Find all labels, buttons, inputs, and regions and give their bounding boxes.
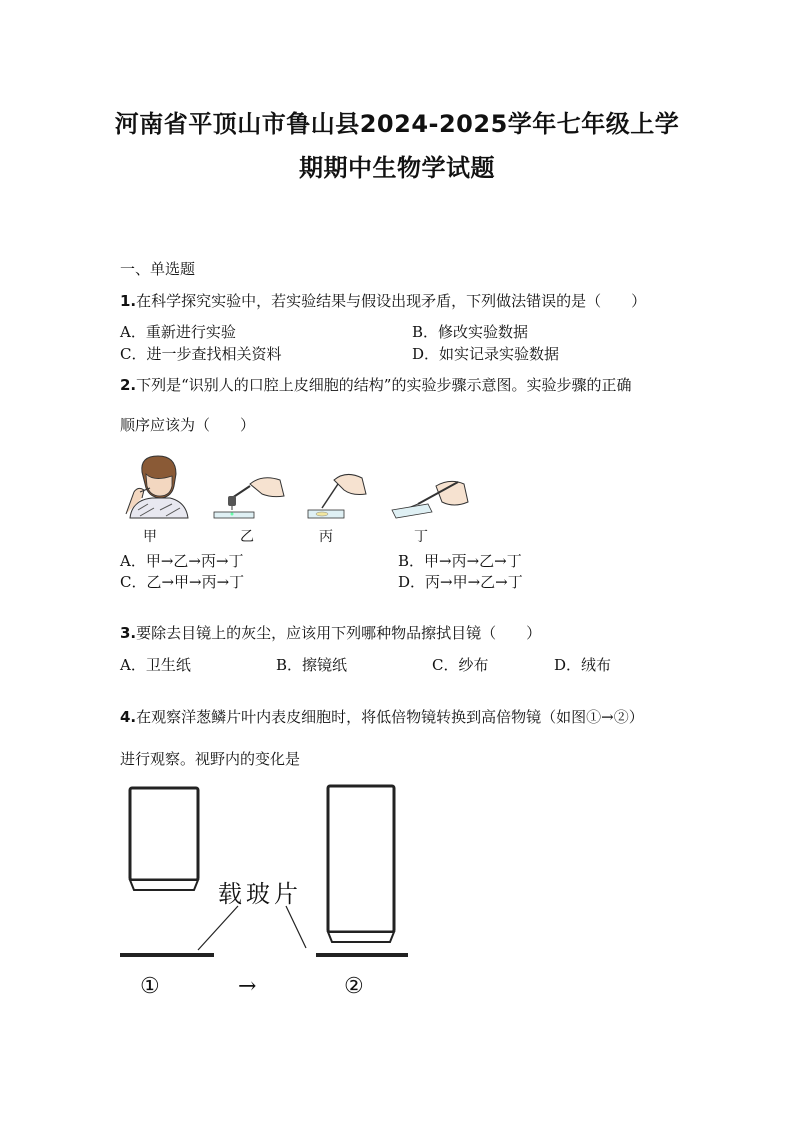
- question-4-number: 4.: [120, 708, 137, 726]
- pointer-right: [286, 906, 306, 948]
- q2-option-d: D．丙→甲→乙→丁: [398, 573, 523, 591]
- label-circle-2: ②: [344, 974, 364, 999]
- step-jia-illustration: [120, 452, 190, 518]
- pointer-left: [198, 906, 238, 950]
- exam-title-line1: 河南省平顶山市鲁山县2024-2025学年七年级上学: [114, 110, 680, 138]
- step-bing-illustration: [304, 470, 368, 522]
- q2-option-b: B．甲→丙→乙→丁: [398, 552, 522, 570]
- slide-label: 载玻片: [218, 880, 302, 908]
- q1-option-d: D．如实记录实验数据: [412, 345, 560, 363]
- question-1-number: 1.: [120, 292, 137, 310]
- q3-option-d: D．绒布: [554, 656, 612, 674]
- question-4-text-line1: 在观察洋葱鳞片叶内表皮细胞时，将低倍物镜转换到高倍物镜（如图①→②）: [136, 708, 644, 726]
- question-2-stem: [120, 374, 631, 395]
- question-2-text-line2: 顺序应该为（ ）: [120, 416, 256, 434]
- question-4-text-line2: 进行观察。视野内的变化是: [120, 750, 301, 768]
- step-yi-illustration: [210, 470, 286, 522]
- low-power-objective: [130, 788, 198, 880]
- q1-option-a: A．重新进行实验: [120, 323, 236, 341]
- high-power-objective: [328, 786, 394, 932]
- q2-option-c: C．乙→甲→丙→丁: [120, 573, 245, 591]
- caption-yi: 乙: [240, 529, 254, 545]
- question-3-text: 要除去目镜上的灰尘，应该用下列哪种物品擦拭目镜（ ）: [136, 624, 542, 642]
- caption-jia: 甲: [143, 529, 157, 545]
- q3-option-c: C．纱布: [432, 656, 489, 674]
- question-2-text-line1: 下列是“识别人的口腔上皮细胞的结构”的实验步骤示意图。实验步骤的正确: [136, 376, 632, 394]
- q2-option-a: A．甲→乙→丙→丁: [120, 552, 244, 570]
- question-3-stem: [120, 622, 541, 643]
- question-2-number: 2.: [120, 376, 137, 394]
- caption-ding: 丁: [414, 529, 428, 545]
- question-3-number: 3.: [120, 624, 137, 642]
- q3-option-b: B．擦镜纸: [276, 656, 348, 674]
- high-power-objective-tip: [328, 932, 394, 942]
- question-4-stem: [120, 706, 644, 727]
- low-power-objective-tip: [130, 880, 198, 890]
- exam-title-line2: 期期中生物学试题: [299, 154, 495, 182]
- q1-option-c: C．进一步查找相关资料: [120, 345, 282, 363]
- section-heading: 一、单选题: [120, 260, 196, 278]
- label-circle-1: ①: [140, 974, 160, 999]
- step-ding-illustration: [388, 478, 472, 524]
- question-1-stem: [120, 290, 646, 311]
- q3-option-a: A．卫生纸: [120, 656, 191, 674]
- arrow-icon: →: [238, 974, 257, 999]
- q1-option-b: B．修改实验数据: [412, 323, 529, 341]
- question-1-text: 在科学探究实验中，若实验结果与假设出现矛盾，下列做法错误的是（ ）: [136, 292, 647, 310]
- caption-bing: 丙: [319, 529, 333, 545]
